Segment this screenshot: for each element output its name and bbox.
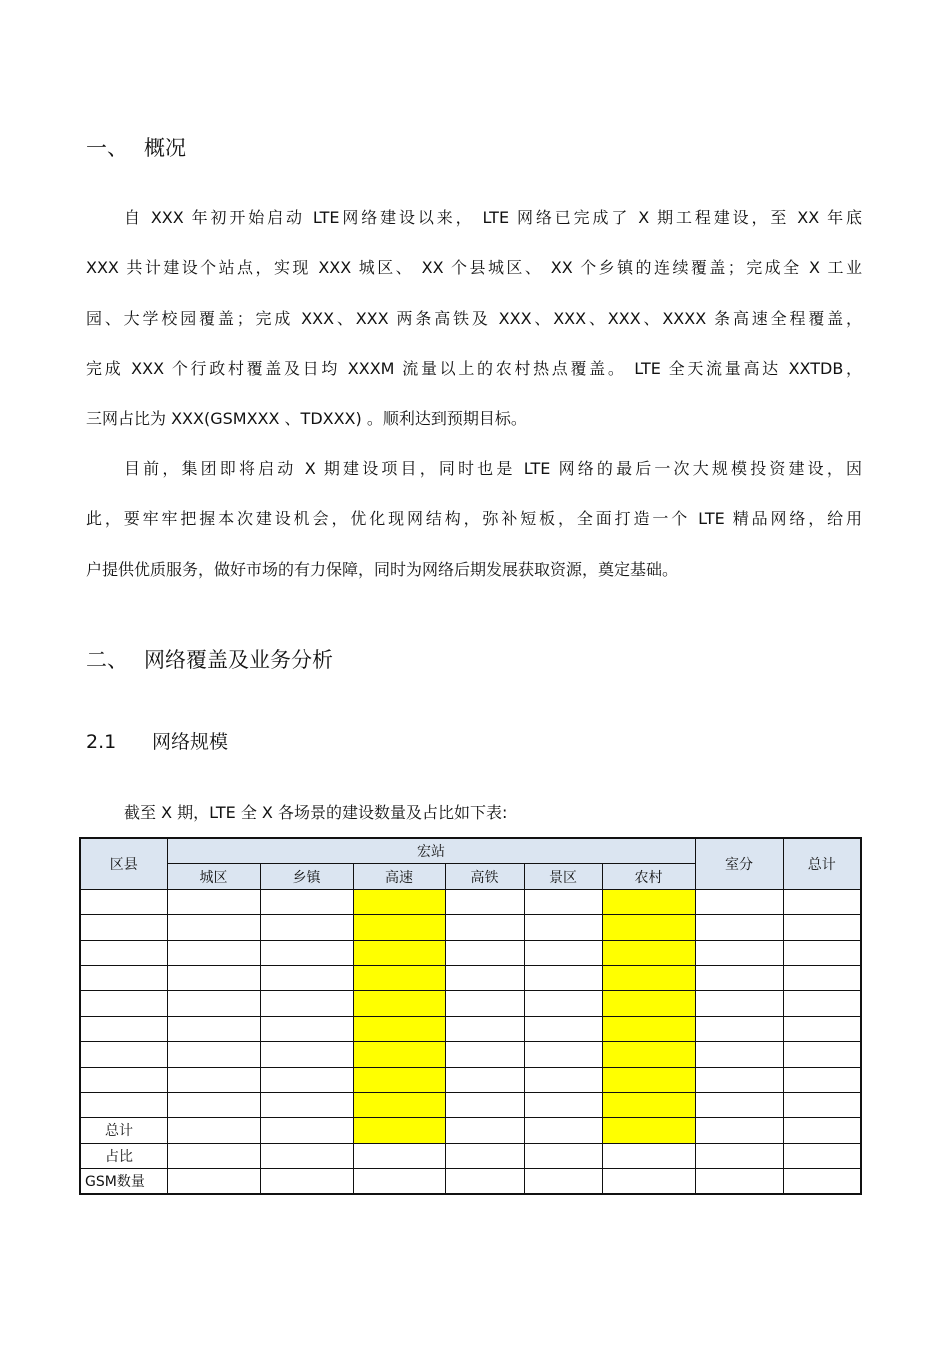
table-cell-highlighted [353,1067,445,1092]
table-row [80,991,861,1016]
table-cell [695,915,783,940]
table-row [80,965,861,990]
table-cell-highlighted [353,1092,445,1117]
header-indoor: 室分 [695,838,783,889]
table-cell [524,889,602,914]
table-row-gsm [80,1169,861,1195]
table-cell [80,889,167,914]
subheader-scenic: 景区 [524,864,602,889]
table-cell [783,940,861,965]
table-cell [260,1118,353,1143]
table-cell [260,1169,353,1195]
table-cell-highlighted [602,1042,695,1067]
table-cell [80,991,167,1016]
table-cell [524,1016,602,1041]
text-line: 园、大学校园覆盖；完成 XXX、XXX 两条高铁及 XXX、XXX、XXX、XXXX 条高速全程覆盖， [86,308,862,328]
table-cell [445,1118,524,1143]
table-cell-highlighted [353,915,445,940]
table-cell [260,991,353,1016]
table-cell [783,1143,861,1168]
table-cell [524,965,602,990]
table-cell [783,1118,861,1143]
table-cell [167,1118,260,1143]
table-row [80,1042,861,1067]
subsection-heading-scale [86,729,228,755]
table-cell [695,1118,783,1143]
table-cell [167,1042,260,1067]
table-cell [524,1042,602,1067]
table-cell [695,1143,783,1168]
section-title: 概况 [144,136,186,160]
table-cell [695,1169,783,1195]
subheader-railway: 高铁 [445,864,524,889]
table-cell-highlighted [602,1118,695,1143]
table-cell [445,1143,524,1168]
header-district: 区县 [80,838,167,889]
table-cell [260,1067,353,1092]
table-cell-highlighted [353,965,445,990]
table-cell [695,1042,783,1067]
paragraph-plan [86,456,862,607]
site-count-table [79,837,862,1195]
table-cell [524,1169,602,1195]
table-cell [167,965,260,990]
table-cell [445,889,524,914]
table-cell [695,991,783,1016]
table-row [80,1067,861,1092]
table-cell [783,1067,861,1092]
table-cell [602,1169,695,1195]
table-cell [445,991,524,1016]
subsection-title: 网络规模 [152,731,229,753]
table-cell [695,1092,783,1117]
table-cell [695,1016,783,1041]
table-cell [80,915,167,940]
table-row [80,1016,861,1041]
table-cell-highlighted [602,991,695,1016]
table-cell-highlighted [602,1016,695,1041]
table-cell [524,940,602,965]
table-cell-highlighted [602,1092,695,1117]
table-cell [353,1169,445,1195]
text-line: 完成 XXX 个行政村覆盖及日均 XXXM 流量以上的农村热点覆盖。 LTE 全天流量高达 XXTDB， [86,358,862,378]
table-cell [783,889,861,914]
paragraph-overview [86,205,862,456]
table-cell [167,1016,260,1041]
table-cell [445,1042,524,1067]
section-heading-coverage [86,646,333,674]
table-cell [260,1092,353,1117]
text-line: 户提供优质服务，做好市场的有力保障，同时为网络后期发展获取资源，奠定基础。 [86,559,679,579]
table-cell [783,915,861,940]
table-cell [524,915,602,940]
table-cell [260,889,353,914]
table-cell [783,1169,861,1195]
table-cell [783,991,861,1016]
table-cell [695,965,783,990]
text-line: 自 XXX 年初开始启动 LTE网络建设以来， LTE 网络已完成了 X 期工程建设，至 XX 年底 [124,208,862,227]
table-cell [524,1118,602,1143]
row-label-total: 总计 [80,1118,167,1143]
table-cell [80,940,167,965]
table-cell [80,1016,167,1041]
table-cell [260,940,353,965]
table-cell [783,1016,861,1041]
subheader-rural: 农村 [602,864,695,889]
text-line: 目前，集团即将启动 X 期建设项目，同时也是 LTE 网络的最后一次大规模投资建设，因 [124,459,862,478]
table-cell [80,1042,167,1067]
table-cell-highlighted [353,1118,445,1143]
subheader-township: 乡镇 [260,864,353,889]
table-cell [260,1042,353,1067]
section-heading-overview [86,134,186,162]
table-cell [167,915,260,940]
section-number: 二、 [86,648,128,672]
table-cell [695,889,783,914]
table-cell [783,1092,861,1117]
table-cell [260,965,353,990]
table-row [80,889,861,914]
text-line: 此，要牢牢把握本次建设机会，优化现网结构，弥补短板，全面打造一个 LTE 精品网络，给用 [86,509,862,529]
table-cell [445,915,524,940]
table-cell [167,1169,260,1195]
section-title: 网络覆盖及业务分析 [144,648,333,672]
table-cell [80,1067,167,1092]
table-cell [445,1169,524,1195]
table-cell [260,915,353,940]
table-cell [353,1143,445,1168]
table-cell [445,1092,524,1117]
table-cell-highlighted [353,1042,445,1067]
table-cell [167,940,260,965]
table-cell-highlighted [602,940,695,965]
section-number: 一、 [86,136,128,160]
subsection-number: 2.1 [86,731,117,753]
table-cell [167,991,260,1016]
table-cell [445,1016,524,1041]
row-label-ratio: 占比 [80,1143,167,1168]
table-row-total [80,1118,861,1143]
text-line: XXX 共计建设个站点，实现 XXX 城区、 XX 个县城区、 XX 个乡镇的连续覆盖；完成全 X 工业 [86,258,862,278]
table-cell [524,1092,602,1117]
table-cell [80,965,167,990]
table-cell [602,1143,695,1168]
table-cell-highlighted [602,1067,695,1092]
subheader-urban: 城区 [167,864,260,889]
table-row [80,915,861,940]
table-cell-highlighted [602,889,695,914]
table-cell-highlighted [602,965,695,990]
table-cell-highlighted [353,940,445,965]
table-cell [260,1016,353,1041]
table-row-ratio [80,1143,861,1168]
header-total: 总计 [783,838,861,889]
subheader-highway: 高速 [353,864,445,889]
table-cell [167,889,260,914]
table-cell [695,940,783,965]
table-cell [167,1092,260,1117]
row-label-gsm: GSM数量 [80,1169,167,1195]
table-cell [80,1092,167,1117]
table-row [80,1092,861,1117]
table-cell [524,991,602,1016]
table-row [80,940,861,965]
table-cell [783,1042,861,1067]
table-cell [445,1067,524,1092]
table-cell [783,965,861,990]
header-macro: 宏站 [167,838,695,864]
table-cell [167,1143,260,1168]
table-cell [445,965,524,990]
table-cell [695,1067,783,1092]
table-caption: 截至 X 期，LTE 全 X 各场景的建设数量及占比如下表: [124,803,508,822]
table-cell [524,1067,602,1092]
table-header-row [80,838,861,864]
table-cell [167,1067,260,1092]
table-cell-highlighted [353,991,445,1016]
table-cell-highlighted [353,1016,445,1041]
table-cell-highlighted [353,889,445,914]
table-cell-highlighted [602,915,695,940]
text-line: 三网占比为 XXX(GSMXXX 、TDXXX) 。顺利达到预期目标。 [86,409,527,429]
table-cell [524,1143,602,1168]
table-cell [260,1143,353,1168]
table-cell [445,940,524,965]
